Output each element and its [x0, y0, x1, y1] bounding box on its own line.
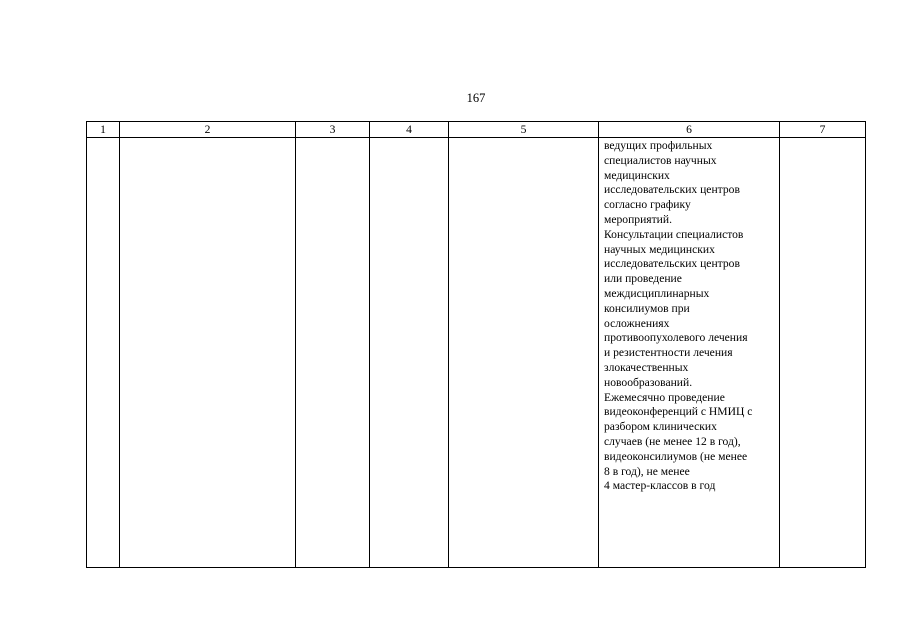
- text-line: осложнениях: [604, 316, 670, 330]
- column-header-5: 5: [449, 122, 599, 138]
- text-line: научных медицинских: [604, 242, 715, 256]
- column-header-6: 6: [599, 122, 780, 138]
- text-line: новообразований.: [604, 375, 693, 389]
- table-header-row: [87, 122, 866, 138]
- text-line: согласно графику: [604, 198, 691, 212]
- text-line: разбором клинических: [604, 420, 717, 434]
- page-number: 167: [466, 91, 486, 105]
- text-line: противоопухолевого лечения: [604, 331, 748, 345]
- cell-col-6-text: [599, 138, 779, 494]
- column-header-2: 2: [120, 122, 296, 138]
- column-header-3: 3: [296, 122, 370, 138]
- text-line: видеоконсилиумов (не менее: [604, 449, 748, 463]
- table-row: [87, 138, 866, 568]
- text-line: медицинских: [604, 168, 670, 182]
- column-header-4: 4: [370, 122, 449, 138]
- text-line: консилиумов при: [604, 301, 690, 315]
- column-header-7: 7: [780, 122, 866, 138]
- cell-col-5: [449, 138, 599, 568]
- text-line: исследовательских центров: [604, 257, 740, 271]
- text-line: Ежемесячно проведение: [604, 390, 725, 404]
- cell-col-6: [599, 138, 780, 568]
- text-line: специалистов научных: [604, 153, 717, 167]
- text-line: мероприятий.: [604, 212, 672, 226]
- text-line: 4 мастер-классов в год: [604, 479, 716, 493]
- cell-col-7: [780, 138, 866, 568]
- text-line: видеоконференций с НМИЦ с: [604, 405, 753, 419]
- cell-col-1: [87, 138, 120, 568]
- cell-col-2: [120, 138, 296, 568]
- cell-col-4: [370, 138, 449, 568]
- text-line: и резистентности лечения: [604, 346, 733, 360]
- text-line: 8 в год), не менее: [604, 464, 690, 478]
- text-line: злокачественных: [604, 360, 689, 374]
- text-line: междисциплинарных: [604, 286, 710, 300]
- cell-col-3: [296, 138, 370, 568]
- text-line: Консультации специалистов: [604, 227, 744, 241]
- text-line: случаев (не менее 12 в год),: [604, 434, 741, 448]
- text-line: ведущих профильных: [604, 139, 713, 152]
- text-line: исследовательских центров: [604, 183, 740, 197]
- column-header-1: 1: [87, 122, 120, 138]
- text-line: или проведение: [604, 272, 682, 286]
- document-table: [86, 121, 866, 568]
